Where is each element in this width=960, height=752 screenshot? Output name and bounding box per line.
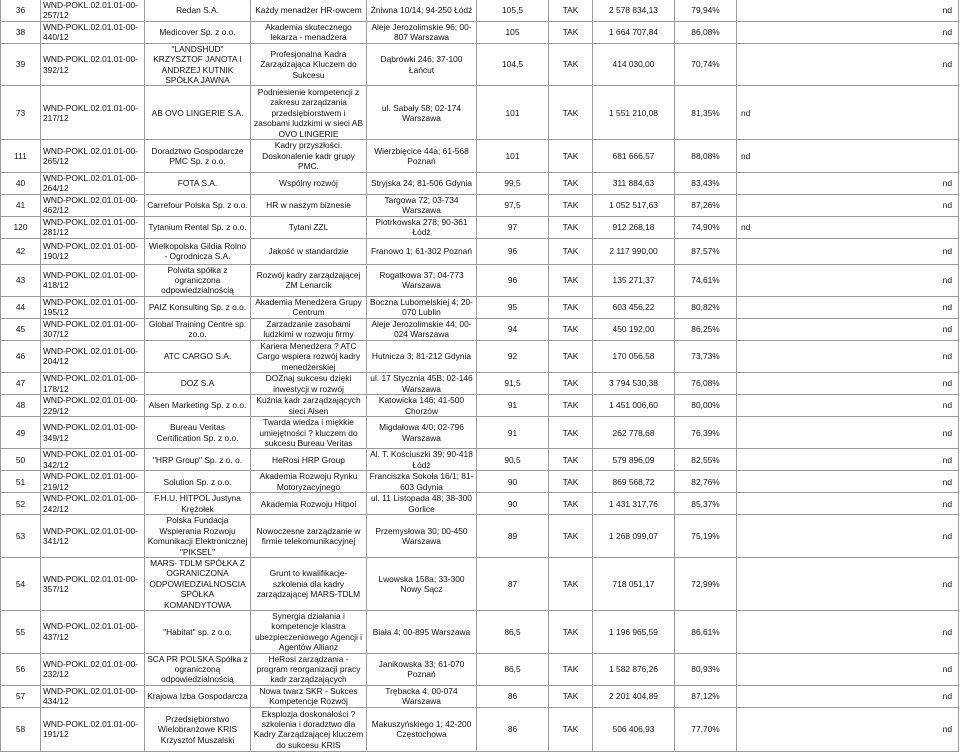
- nd-value: nd: [737, 194, 959, 216]
- score-value: 91: [477, 417, 549, 449]
- nd-value: nd: [737, 449, 959, 471]
- score-value: 104,5: [477, 43, 549, 86]
- application-number: WND-POKL.02.01.01-00-242/12: [41, 493, 145, 515]
- decision-value: TAK: [549, 216, 593, 238]
- applicant-name: Przedsiębiorstwo Wielobranżowe KRIS Krzysztof Muszalski: [145, 707, 251, 751]
- funding-amount: 170 056,58: [593, 340, 675, 372]
- decision-value: TAK: [549, 43, 593, 86]
- project-title: Nowa twarz SKR - Sukces Kompetencje Rozwój: [251, 685, 367, 707]
- table-row: [1, 0, 959, 21]
- application-number: WND-POKL.02.01.01-00-195/12: [41, 296, 145, 318]
- funding-percent: 70,74%: [675, 43, 737, 86]
- nd-value: nd: [737, 21, 959, 43]
- decision-value: TAK: [549, 493, 593, 515]
- applicant-address: Katowicka 146; 41-500 Chorzów: [367, 395, 477, 417]
- nd-value: nd: [737, 216, 959, 238]
- applicant-name: "HRP Group" Sp. z o. o.: [145, 449, 251, 471]
- funding-amount: 579 896,09: [593, 449, 675, 471]
- decision-value: TAK: [549, 449, 593, 471]
- project-title: Akademia skutecznego lekarza - menadżera: [251, 21, 367, 43]
- applicant-address: Trębacka 4; 00-074 Warszawa: [367, 685, 477, 707]
- table-row: [1, 296, 959, 318]
- funding-amount: 1 268 099,07: [593, 515, 675, 558]
- nd-value: nd: [737, 340, 959, 372]
- nd-value: nd: [737, 172, 959, 194]
- funding-percent: 87,57%: [675, 238, 737, 264]
- funding-percent: 86,61%: [675, 610, 737, 653]
- decision-value: TAK: [549, 172, 593, 194]
- table-row: [1, 373, 959, 395]
- funding-amount: 1 664 707,84: [593, 21, 675, 43]
- funding-percent: 80,00%: [675, 395, 737, 417]
- row-number: 49: [1, 417, 41, 449]
- applicant-address: Piotrkowska 278; 90-361 Łódź: [367, 216, 477, 238]
- score-value: 105: [477, 21, 549, 43]
- funding-percent: 82,76%: [675, 471, 737, 493]
- decision-value: TAK: [549, 194, 593, 216]
- application-number: WND-POKL.02.01.01-00-349/12: [41, 417, 145, 449]
- table-row: [1, 417, 959, 449]
- funding-amount: 311 884,63: [593, 172, 675, 194]
- funding-amount: 2 578 834,13: [593, 0, 675, 21]
- funding-percent: 87,26%: [675, 194, 737, 216]
- funding-percent: 88,08%: [675, 140, 737, 172]
- funding-amount: 135 271,37: [593, 264, 675, 296]
- application-number: WND-POKL.02.01.01-00-440/12: [41, 21, 145, 43]
- applicant-address: Wierzbięcice 44a; 61-568 Poznań: [367, 140, 477, 172]
- project-title: Eksplozja doskonałości ? szkolenia i doradztwo dla Kadry Zarządzającej kluczem do sukcesu KRIS: [251, 707, 367, 751]
- applicant-address: Biała 4; 00-895 Warszawa: [367, 610, 477, 653]
- score-value: 86,5: [477, 610, 549, 653]
- row-number: 55: [1, 610, 41, 653]
- applicant-name: Redan S.A.: [145, 0, 251, 21]
- score-value: 105,5: [477, 0, 549, 21]
- decision-value: TAK: [549, 340, 593, 372]
- applicant-name: ATC CARGO S.A.: [145, 340, 251, 372]
- applicant-name: Doradztwo Gospodarcze PMC Sp. z o.o.: [145, 140, 251, 172]
- project-title: Twarda wiedza i miękkie umiejętności ? kluczem do sukcesu Bureau Veritas: [251, 417, 367, 449]
- row-number: 36: [1, 0, 41, 21]
- applicant-address: Żniwna 10/14; 94-250 Łódź: [367, 0, 477, 21]
- project-title: HR w naszym biznesie: [251, 194, 367, 216]
- funding-amount: 450 192,00: [593, 318, 675, 340]
- funding-percent: 74,61%: [675, 264, 737, 296]
- funding-amount: 912 268,18: [593, 216, 675, 238]
- application-number: WND-POKL.02.01.01-00-232/12: [41, 653, 145, 685]
- applicant-name: MARS- TDLM SPÓŁKA Z OGRANICZONA ODPOWIEDZIALNOSCIA SPÓŁKA KOMANDYTOWA: [145, 557, 251, 610]
- applicant-address: Rogatkowa 37; 04-773 Warszawa: [367, 264, 477, 296]
- funding-percent: 77,70%: [675, 707, 737, 751]
- project-title: Kuźnia kadr zarządzających sieci Alsen: [251, 395, 367, 417]
- project-title: Grunt to kwalifikacje-szkolenia dla kadry zarządzającej MARS-TDLM: [251, 557, 367, 610]
- decision-value: TAK: [549, 373, 593, 395]
- score-value: 95: [477, 296, 549, 318]
- nd-value: nd: [737, 685, 959, 707]
- application-number: WND-POKL.02.01.01-00-418/12: [41, 264, 145, 296]
- applicant-name: Solution Sp. z o.o.: [145, 471, 251, 493]
- applicant-name: Wielkopolska Gildia Rolno - Ogrodnicza S.A.: [145, 238, 251, 264]
- project-title: Akademia Rozwoju Rynku Motoryzacyjnego: [251, 471, 367, 493]
- funding-amount: 1 196 965,59: [593, 610, 675, 653]
- applicant-address: ul. 11 Listopada 48; 38-300 Gorlice: [367, 493, 477, 515]
- applicant-name: PAIZ Konsulting Sp. z o.o.: [145, 296, 251, 318]
- applicant-name: Polwita spółka z ograniczona odpowiedzialnością: [145, 264, 251, 296]
- funding-percent: 74,90%: [675, 216, 737, 238]
- decision-value: TAK: [549, 417, 593, 449]
- applicant-name: "Habitat" sp. z o.o.: [145, 610, 251, 653]
- applicant-address: ul. Sabały 58; 02-174 Warszawa: [367, 86, 477, 140]
- applicant-address: Janikowska 33; 61-070 Poznań: [367, 653, 477, 685]
- score-value: 101: [477, 86, 549, 140]
- row-number: 57: [1, 685, 41, 707]
- table-row: [1, 395, 959, 417]
- nd-value: nd: [737, 43, 959, 86]
- applicant-address: Przemysłowa 30; 00-450 Warszawa: [367, 515, 477, 558]
- nd-value: nd: [737, 296, 959, 318]
- score-value: 96: [477, 238, 549, 264]
- table-row: [1, 340, 959, 372]
- funding-percent: 80,82%: [675, 296, 737, 318]
- score-value: 90,5: [477, 449, 549, 471]
- applicant-address: Boczna Lubomelskiej 4; 20-070 Lublin: [367, 296, 477, 318]
- funding-amount: 414 030,00: [593, 43, 675, 86]
- funding-percent: 83,43%: [675, 172, 737, 194]
- application-number: WND-POKL.02.01.01-00-229/12: [41, 395, 145, 417]
- application-number: WND-POKL.02.01.01-00-281/12: [41, 216, 145, 238]
- application-number: WND-POKL.02.01.01-00-307/12: [41, 318, 145, 340]
- row-number: 50: [1, 449, 41, 471]
- nd-value: nd: [737, 86, 959, 140]
- applicant-address: Targowa 72; 03-734 Warszawa: [367, 194, 477, 216]
- funding-amount: 2 201 404,89: [593, 685, 675, 707]
- applicant-address: ul. 17 Stycznia 45B; 02-146 Warszawa: [367, 373, 477, 395]
- decision-value: TAK: [549, 296, 593, 318]
- decision-value: TAK: [549, 707, 593, 751]
- applicant-name: "LANDSHUD" KRZYSZTOF JANOTA I ANDRZEJ KUTNIK SPÓŁKA JAWNA: [145, 43, 251, 86]
- application-number: WND-POKL.02.01.01-00-219/12: [41, 471, 145, 493]
- row-number: 52: [1, 493, 41, 515]
- decision-value: TAK: [549, 318, 593, 340]
- nd-value: nd: [737, 515, 959, 558]
- score-value: 96: [477, 264, 549, 296]
- applicant-name: FOTA S.A.: [145, 172, 251, 194]
- nd-value: nd: [737, 395, 959, 417]
- score-value: 99,5: [477, 172, 549, 194]
- funding-amount: 1 582 876,26: [593, 653, 675, 685]
- nd-value: nd: [737, 140, 959, 172]
- funding-percent: 75,19%: [675, 515, 737, 558]
- table-row: [1, 194, 959, 216]
- project-title: Akademia Rozwoju Hitpol: [251, 493, 367, 515]
- funding-amount: 681 666,57: [593, 140, 675, 172]
- funding-amount: 718 051,17: [593, 557, 675, 610]
- funding-percent: 76,39%: [675, 417, 737, 449]
- applicant-name: AB OVO LINGERIE S.A.: [145, 86, 251, 140]
- nd-value: nd: [737, 557, 959, 610]
- score-value: 91: [477, 395, 549, 417]
- decision-value: TAK: [549, 0, 593, 21]
- row-number: 48: [1, 395, 41, 417]
- application-number: WND-POKL.02.01.01-00-257/12: [41, 0, 145, 21]
- decision-value: TAK: [549, 21, 593, 43]
- applicant-address: Makuszyńskiego 1; 42-200 Częstochowa: [367, 707, 477, 751]
- applicant-name: Krajowa Izba Gospodarcza: [145, 685, 251, 707]
- applicant-address: Aleje Jerozolimskie 44; 00-024 Warszawa: [367, 318, 477, 340]
- applicant-address: Dąbrówki 246; 37-100 Łańcut: [367, 43, 477, 86]
- nd-value: nd: [737, 471, 959, 493]
- project-title: HeRosi HRP Group: [251, 449, 367, 471]
- funding-percent: 86,08%: [675, 21, 737, 43]
- applicant-name: Polska Fundacja Wspierania Rozwoju Komunikacji Elektronicznej "PIKSEL": [145, 515, 251, 558]
- table-row: [1, 318, 959, 340]
- score-value: 87: [477, 557, 549, 610]
- project-title: Zarzadzanie zasobami ludzkimi w rozwoju firmy: [251, 318, 367, 340]
- funding-amount: 1 451 006,60: [593, 395, 675, 417]
- applicant-address: Lwowska 158a; 33-300 Nowy Sącz: [367, 557, 477, 610]
- score-value: 86: [477, 685, 549, 707]
- decision-value: TAK: [549, 238, 593, 264]
- decision-value: TAK: [549, 610, 593, 653]
- score-value: 91,5: [477, 373, 549, 395]
- nd-value: nd: [737, 318, 959, 340]
- application-number: WND-POKL.02.01.01-00-178/12: [41, 373, 145, 395]
- funding-amount: 262 778,68: [593, 417, 675, 449]
- funding-percent: 79,94%: [675, 0, 737, 21]
- funding-percent: 86,25%: [675, 318, 737, 340]
- row-number: 47: [1, 373, 41, 395]
- row-number: 54: [1, 557, 41, 610]
- score-value: 89: [477, 515, 549, 558]
- nd-value: nd: [737, 493, 959, 515]
- funding-percent: 85,37%: [675, 493, 737, 515]
- funding-amount: 2 117 990,00: [593, 238, 675, 264]
- row-number: 41: [1, 194, 41, 216]
- project-title: DOZnaj sukcesu dzięki inwestycji w rozwój: [251, 373, 367, 395]
- table-row: [1, 493, 959, 515]
- application-number: WND-POKL.02.01.01-00-342/12: [41, 449, 145, 471]
- table-row: [1, 86, 959, 140]
- applicant-name: Global Training Centre sp. zo.o.: [145, 318, 251, 340]
- table-row: [1, 238, 959, 264]
- decision-value: TAK: [549, 140, 593, 172]
- funding-percent: 72,99%: [675, 557, 737, 610]
- project-title: Każdy menadżer HR-owcem: [251, 0, 367, 21]
- applicant-name: Carrefour Polska Sp. z o.o.: [145, 194, 251, 216]
- decision-value: TAK: [549, 264, 593, 296]
- applicant-address: Stryjska 24; 81-506 Gdynia: [367, 172, 477, 194]
- row-number: 73: [1, 86, 41, 140]
- project-title: Rozwój kadry zarządzającej ZM Lenarcik: [251, 264, 367, 296]
- application-number: WND-POKL.02.01.01-00-437/12: [41, 610, 145, 653]
- project-title: Profesjonalna Kadra Zarządzająca Kluczem do Sukcesu: [251, 43, 367, 86]
- project-title: Wspólny rozwój: [251, 172, 367, 194]
- table-row: [1, 515, 959, 558]
- applicant-name: F.H.U. HITPOL Justyna Krężołek: [145, 493, 251, 515]
- score-value: 92: [477, 340, 549, 372]
- applicant-name: Tytanium Rental Sp. z o.o.: [145, 216, 251, 238]
- row-number: 39: [1, 43, 41, 86]
- funding-amount: 3 794 530,38: [593, 373, 675, 395]
- application-number: WND-POKL.02.01.01-00-357/12: [41, 557, 145, 610]
- table-row: [1, 43, 959, 86]
- nd-value: nd: [737, 610, 959, 653]
- project-title: Synergia działania i kompetencje klastra ubezpieczeniowego Agencji i Agentów Allianz: [251, 610, 367, 653]
- decision-value: TAK: [549, 471, 593, 493]
- application-number: WND-POKL.02.01.01-00-392/12: [41, 43, 145, 86]
- project-title: Kadry przyszłości. Doskonalenie kadr grupy PMC.: [251, 140, 367, 172]
- score-value: 90: [477, 471, 549, 493]
- row-number: 111: [1, 140, 41, 172]
- decision-value: TAK: [549, 653, 593, 685]
- table-row: [1, 216, 959, 238]
- applicant-name: Bureau Veritas Certification Sp. z o.o.: [145, 417, 251, 449]
- application-number: WND-POKL.02.01.01-00-341/12: [41, 515, 145, 558]
- table-row: [1, 557, 959, 610]
- funding-amount: 1 052 517,63: [593, 194, 675, 216]
- nd-value: nd: [737, 0, 959, 21]
- row-number: 51: [1, 471, 41, 493]
- table-row: [1, 449, 959, 471]
- funding-percent: 80,93%: [675, 653, 737, 685]
- funding-amount: 869 568,72: [593, 471, 675, 493]
- funding-amount: 506 406,93: [593, 707, 675, 751]
- row-number: 120: [1, 216, 41, 238]
- table-row: [1, 471, 959, 493]
- funding-percent: 73,73%: [675, 340, 737, 372]
- table-row: [1, 264, 959, 296]
- row-number: 40: [1, 172, 41, 194]
- nd-value: nd: [737, 238, 959, 264]
- nd-value: nd: [737, 707, 959, 751]
- score-value: 97: [477, 216, 549, 238]
- application-number: WND-POKL.02.01.01-00-190/12: [41, 238, 145, 264]
- applicant-address: Hutnicza 3; 81-212 Gdynia: [367, 340, 477, 372]
- decision-value: TAK: [549, 515, 593, 558]
- project-title: Kariera Menedżera ? ATC Cargo wspiera rozwój kadry menedżerskiej: [251, 340, 367, 372]
- nd-value: nd: [737, 417, 959, 449]
- score-value: 86,5: [477, 653, 549, 685]
- row-number: 53: [1, 515, 41, 558]
- decision-value: TAK: [549, 685, 593, 707]
- table-body: [1, 0, 959, 751]
- applicant-name: DOZ S.A: [145, 373, 251, 395]
- table-row: [1, 172, 959, 194]
- funding-percent: 82,55%: [675, 449, 737, 471]
- score-value: 101: [477, 140, 549, 172]
- decision-value: TAK: [549, 86, 593, 140]
- score-value: 97,5: [477, 194, 549, 216]
- nd-value: nd: [737, 373, 959, 395]
- row-number: 56: [1, 653, 41, 685]
- applicant-address: Franowo 1; 61-302 Poznań: [367, 238, 477, 264]
- table-row: [1, 685, 959, 707]
- score-value: 86: [477, 707, 549, 751]
- decision-value: TAK: [549, 557, 593, 610]
- decision-value: TAK: [549, 395, 593, 417]
- project-title: Tytani ZZL: [251, 216, 367, 238]
- row-number: 46: [1, 340, 41, 372]
- applicant-address: Migdałowa 4/0; 02-796 Warszawa: [367, 417, 477, 449]
- funding-amount: 1 551 210,08: [593, 86, 675, 140]
- applicant-address: Al. T. Kościuszki 39; 90-418 Łódź: [367, 449, 477, 471]
- table-row: [1, 610, 959, 653]
- application-number: WND-POKL.02.01.01-00-434/12: [41, 685, 145, 707]
- table-row: [1, 707, 959, 751]
- application-number: WND-POKL.02.01.01-00-217/12: [41, 86, 145, 140]
- row-number: 45: [1, 318, 41, 340]
- table-row: [1, 140, 959, 172]
- applicant-name: Medicover Sp. z o.o.: [145, 21, 251, 43]
- nd-value: nd: [737, 264, 959, 296]
- project-title: Nowoczesne zarządzanie w firmie telekomunikacyjnej: [251, 515, 367, 558]
- application-number: WND-POKL.02.01.01-00-191/12: [41, 707, 145, 751]
- project-title: HeRosi zarządzania - program reorganizacji pracy kadr zarządzających: [251, 653, 367, 685]
- application-number: WND-POKL.02.01.01-00-264/12: [41, 172, 145, 194]
- table-row: [1, 21, 959, 43]
- row-number: 38: [1, 21, 41, 43]
- nd-value: nd: [737, 653, 959, 685]
- funding-percent: 87,12%: [675, 685, 737, 707]
- funding-percent: 81,35%: [675, 86, 737, 140]
- project-title: Podniesienie kompetencji z zakresu zarządzania przedsiębiorstwem i zasobami ludzkimi w sieci AB OVO LINGERIE: [251, 86, 367, 140]
- row-number: 44: [1, 296, 41, 318]
- application-number: WND-POKL.02.01.01-00-265/12: [41, 140, 145, 172]
- funding-percent: 76,08%: [675, 373, 737, 395]
- score-value: 90: [477, 493, 549, 515]
- applicant-name: Alsen Marketing Sp. z o.o.: [145, 395, 251, 417]
- applicant-name: SCA PR POLSKA Spółka z ograniczoną odpowiedzialnością: [145, 653, 251, 685]
- application-number: WND-POKL.02.01.01-00-204/12: [41, 340, 145, 372]
- score-value: 94: [477, 318, 549, 340]
- project-title: Akademia Menedżera Grupy Centrum: [251, 296, 367, 318]
- funding-amount: 603 456,22: [593, 296, 675, 318]
- applicant-address: Aleje Jerozolimskie 96; 00-807 Warszawa: [367, 21, 477, 43]
- table-row: [1, 653, 959, 685]
- project-title: Jakość w standardzie: [251, 238, 367, 264]
- funding-amount: 1 431 317,76: [593, 493, 675, 515]
- row-number: 43: [1, 264, 41, 296]
- row-number: 58: [1, 707, 41, 751]
- application-number: WND-POKL.02.01.01-00-462/12: [41, 194, 145, 216]
- applicant-address: Franciszka Sokoła 16/1; 81-603 Gdynia: [367, 471, 477, 493]
- row-number: 42: [1, 238, 41, 264]
